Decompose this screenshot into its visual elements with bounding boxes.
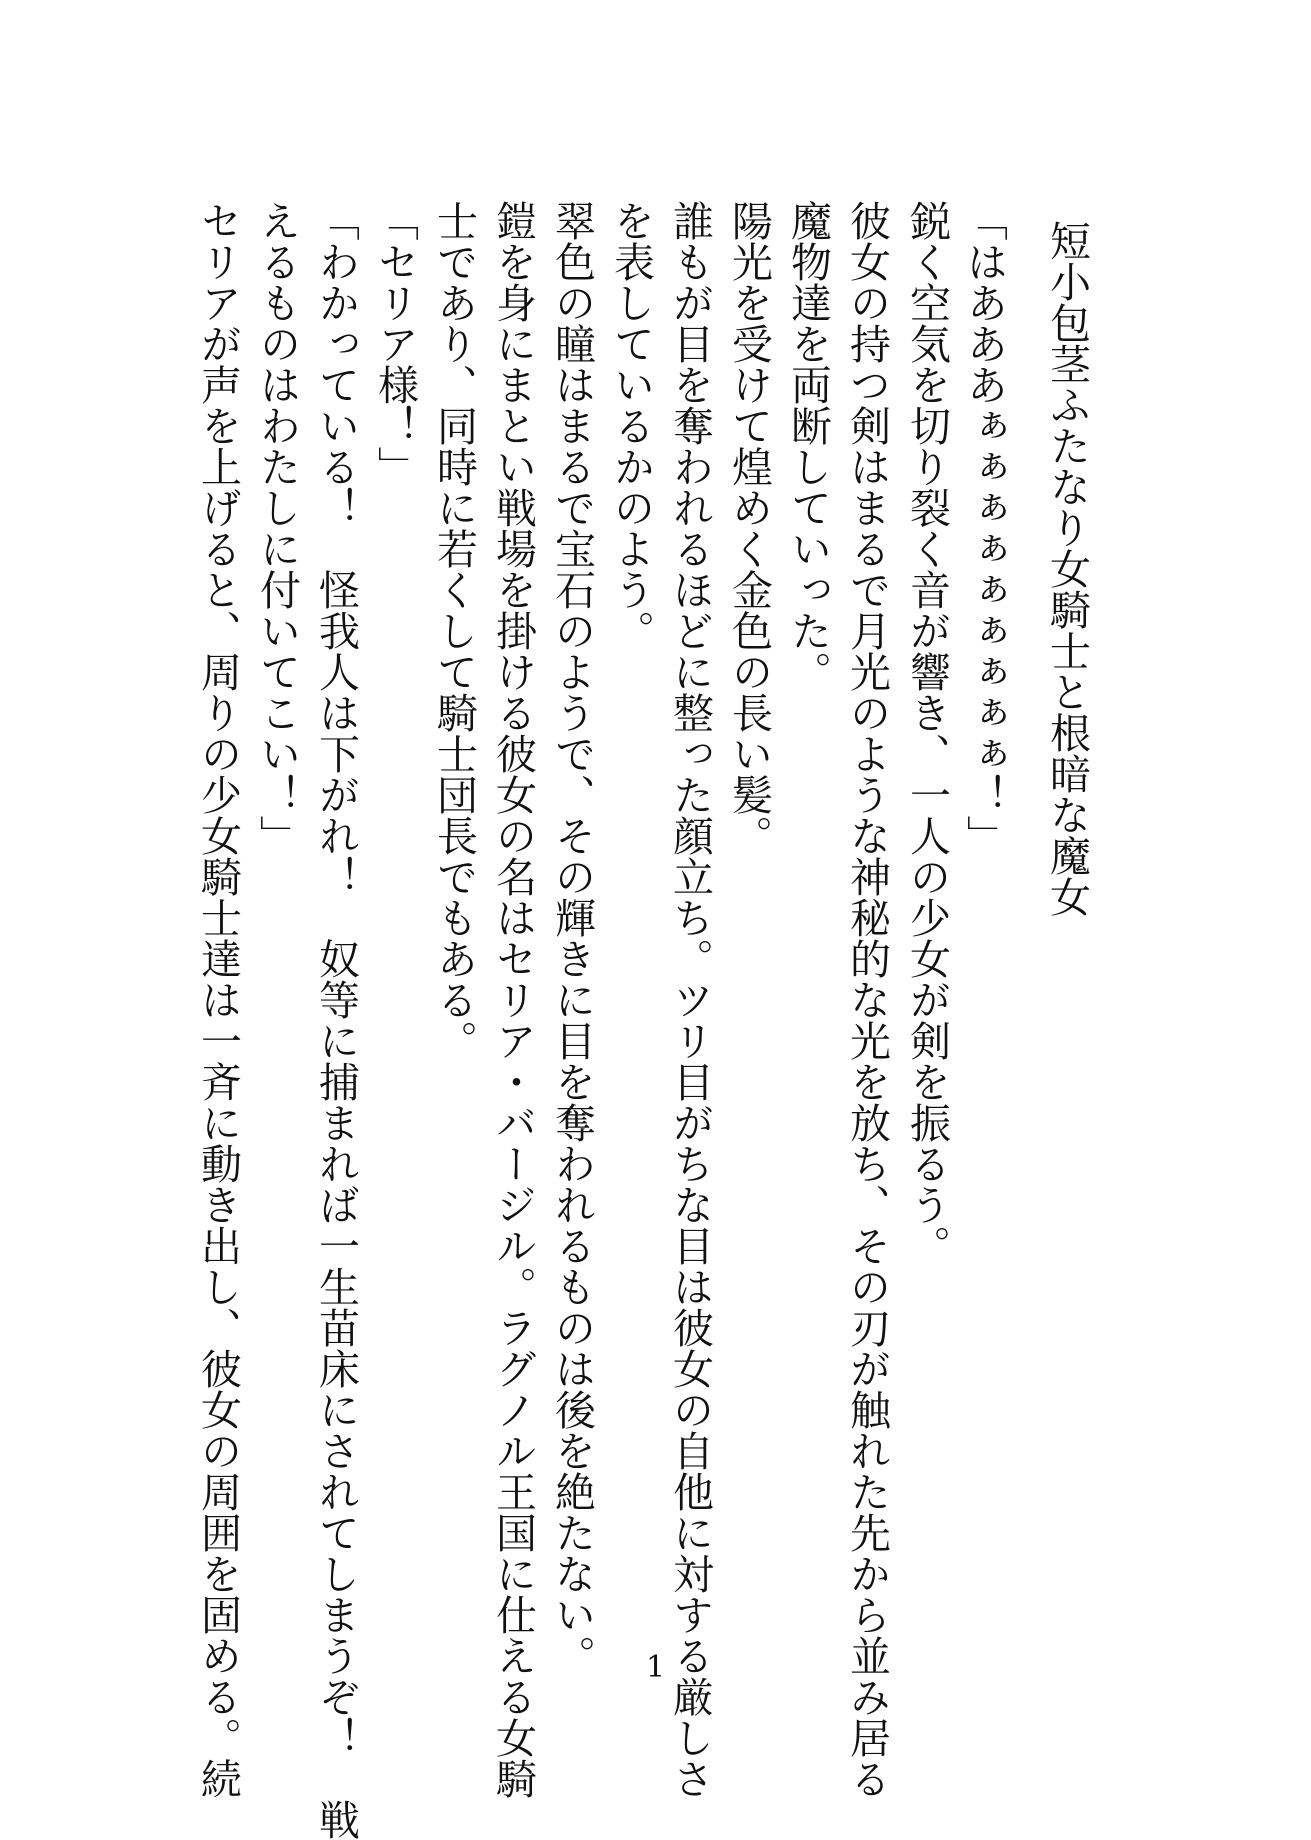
text-line: 翠色の瞳はまるで宝石のようで、その輝きに目を奪われるものは後を絶たない。: [548, 200, 596, 1676]
text-line: 魔物達を両断していった。: [784, 200, 832, 692]
page-number: 1: [645, 1650, 666, 1685]
text-line: を表しているかのよう。: [607, 200, 655, 651]
text-line: 「わかっている！ 怪我人は下がれ！ 奴等に捕まれば一生苗床にされてしまうぞ！ 戦: [312, 200, 360, 1840]
text-line: 鎧を身にまとい戦場を掛ける彼女の名はセリア・バージル。ラグノル王国に仕える女騎: [489, 200, 537, 1799]
text-line: 鋭く空気を切り裂く音が響き、一人の少女が剣を振るう。: [903, 200, 951, 1266]
document-title: 短小包茎ふたなり女騎士と根暗な魔女: [1043, 220, 1091, 917]
text-line: 「セリア様！」: [371, 200, 419, 487]
text-line: えるものはわたしに付いてこい！」: [253, 200, 301, 856]
text-line: セリアが声を上げると、周りの少女騎士達は一斉に動き出し、彼女の周囲を固める。続: [194, 200, 242, 1799]
text-line: 誰もが目を奪われるほどに整った顔立ち。ツリ目がちな目は彼女の自他に対する厳しさ: [666, 200, 714, 1799]
text-line: 陽光を受けて煌めく金色の長い髪。: [725, 200, 773, 856]
text-line: 「はあああぁぁぁぁぁぁぁぁぁ！」: [960, 200, 1008, 856]
text-line: 彼女の持つ剣はまるで月光のような神秘的な光を放ち、その刃が触れた先から並み居る: [843, 200, 891, 1799]
text-line: 士であり、同時に若くして騎士団長でもある。: [430, 200, 478, 1061]
